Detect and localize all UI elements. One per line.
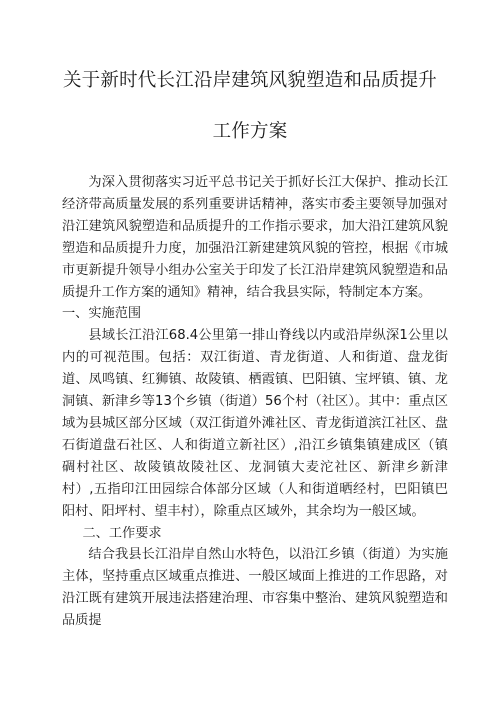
document-body (62, 172, 448, 632)
section-1-paragraph: 县域长江沿江68.4公里第一排山脊线以内或沿岸纵深1公里以内的可视范围。包括：双江街道、青龙街道、人和街道、盘龙街道、凤鸣镇、红狮镇、故陵镇、栖霞镇、巴阳镇、宝坪镇、镇、龙洞镇、新津乡等13个乡镇（街道）56个村（社区）。其中：重点区域为县城区部分区域（双江街道外滩社区、青龙街道滨江社区、盘石街道盘石社区、人和街道立新社区）,沿江乡镇集镇建成区（镇碉村社区、故陵镇故陵社区、龙洞镇大麦沱社区、新津乡新津村）,五指印江田园综合体部分区域（人和街道晒经村，巴阳镇巴阳村、阳坪村、望丰村），除重点区域外，其余均为一般区域。 (62, 328, 448, 519)
section-2-paragraph: 结合我县长江沿岸自然山水特色，以沿江乡镇（街道）为实施主体，坚持重点区域重点推进、一般区域面上推进的工作思路，对沿江既有建筑开展违法搭建治理、市容集中整治、建筑风貌塑造和品质提 (62, 547, 448, 629)
intro-paragraph: 为深入贯彻落实习近平总书记关于抓好长江大保护、推动长江经济带高质量发展的系列重要讲话精神，落实市委主要领导加强对沿江建筑风貌塑造和品质提升的工作指示要求，加大沿江建筑风貌塑造和品质提升力度，加强沿江新建建筑风貌的管控，根据《市城市更新提升领导小组办公室关于印发了长江沿岸建筑风貌塑造和品质提升工作方案的通知》精神，结合我县实际，特制定本方案。 (62, 175, 448, 300)
document-title-line-1: 关于新时代长江沿岸建筑风貌塑造和品质提升 (62, 70, 437, 91)
section-1-heading: 一、实施范围 (62, 306, 142, 322)
section-2-heading: 二、工作要求 (82, 525, 162, 541)
document-title-line-2: 工作方案 (212, 121, 288, 142)
